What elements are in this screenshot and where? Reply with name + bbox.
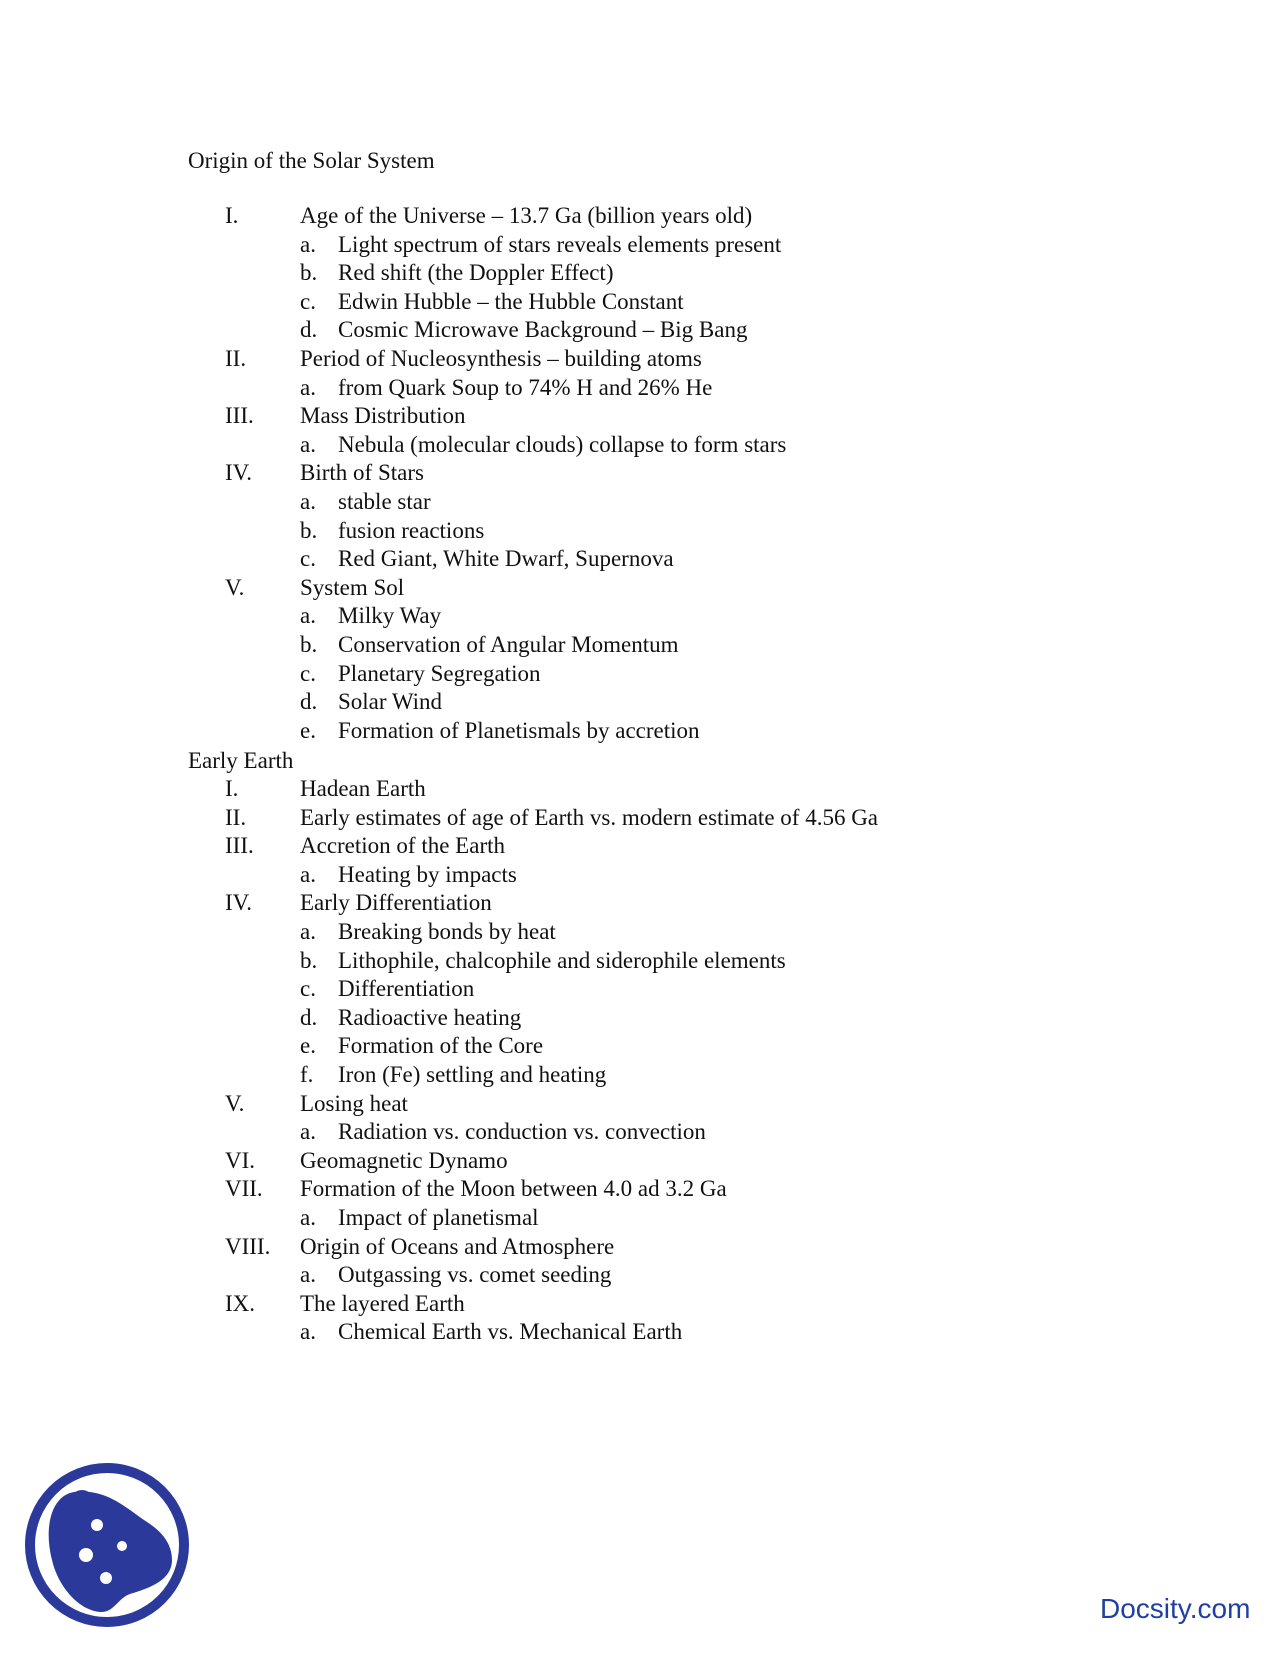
subitem-text: Edwin Hubble – the Hubble Constant (338, 289, 684, 314)
outline-item (0, 401, 1280, 430)
roman-numeral: III. (225, 833, 254, 858)
outline-subitem (0, 230, 1280, 259)
subitem-text: Planetary Segregation (338, 661, 541, 686)
outline-subitem (0, 544, 1280, 573)
subitem-letter: a. (300, 1319, 316, 1344)
outline-item-text: Early Differentiation (300, 890, 492, 915)
outline-item-text: Hadean Earth (300, 776, 426, 801)
outline-item-text: Age of the Universe – 13.7 Ga (billion years old) (300, 203, 753, 228)
subitem-text: Lithophile, chalcophile and siderophile elements (338, 948, 786, 973)
outline-item (0, 888, 1280, 917)
docsity-brand-link[interactable]: Docsity.com (1100, 1593, 1251, 1624)
subitem-letter: e. (300, 1033, 316, 1058)
subitem-letter: a. (300, 1262, 316, 1287)
subitem-letter: a. (300, 919, 316, 944)
outline-item (0, 458, 1280, 487)
outline-subitem (0, 687, 1280, 716)
outline-item-text: Accretion of the Earth (300, 833, 505, 858)
outline-item (0, 831, 1280, 860)
subitem-letter: d. (300, 317, 318, 342)
outline-subitem (0, 974, 1280, 1003)
outline-subitem (0, 860, 1280, 889)
subitem-text: Light spectrum of stars reveals elements present (338, 232, 782, 257)
subitem-text: Radiation vs. conduction vs. convection (338, 1119, 706, 1144)
subitem-text: Red Giant, White Dwarf, Supernova (338, 546, 674, 571)
outline-item-text: Formation of the Moon between 4.0 ad 3.2 Ga (300, 1176, 727, 1201)
outline-subitem (0, 659, 1280, 688)
subitem-letter: d. (300, 1005, 318, 1030)
outline-subitem (0, 287, 1280, 316)
roman-numeral: V. (225, 1091, 245, 1116)
subitem-text: Red shift (the Doppler Effect) (338, 260, 614, 285)
subitem-letter: d. (300, 689, 318, 714)
outline-subitem (0, 487, 1280, 516)
subitem-text: fusion reactions (338, 518, 485, 543)
outline-subitem (0, 258, 1280, 287)
roman-numeral: VI. (225, 1148, 256, 1173)
outline-subitem (0, 430, 1280, 459)
docsity-logo-icon (22, 1460, 192, 1630)
subitem-text: Chemical Earth vs. Mechanical Earth (338, 1319, 683, 1344)
outline-item (0, 344, 1280, 373)
outline-item (0, 803, 1280, 832)
outline-subitem (0, 946, 1280, 975)
subitem-text: Heating by impacts (338, 862, 517, 887)
outline-item-text: Early estimates of age of Earth vs. modern estimate of 4.56 Ga (300, 805, 879, 830)
section-title: Early Earth (188, 748, 294, 773)
subitem-letter: a. (300, 489, 316, 514)
outline-subitem (0, 1117, 1280, 1146)
subitem-letter: e. (300, 718, 316, 743)
subitem-letter: a. (300, 603, 316, 628)
subitem-letter: a. (300, 862, 316, 887)
roman-numeral: II. (225, 805, 247, 830)
subitem-text: from Quark Soup to 74% H and 26% He (338, 375, 713, 400)
subitem-letter: b. (300, 518, 318, 543)
outline-subitem (0, 1003, 1280, 1032)
subitem-letter: a. (300, 375, 316, 400)
roman-numeral: I. (225, 203, 239, 228)
subitem-letter: c. (300, 976, 316, 1001)
subitem-text: Nebula (molecular clouds) collapse to form stars (338, 432, 787, 457)
subitem-text: Radioactive heating (338, 1005, 522, 1030)
roman-numeral: II. (225, 346, 247, 371)
subitem-text: Formation of the Core (338, 1033, 544, 1058)
subitem-letter: f. (300, 1062, 314, 1087)
outline-subitem (0, 315, 1280, 344)
roman-numeral: VIII. (225, 1234, 271, 1259)
subitem-letter: b. (300, 632, 318, 657)
subitem-text: Formation of Planetismals by accretion (338, 718, 700, 743)
outline-item-text: Geomagnetic Dynamo (300, 1148, 508, 1173)
outline-item-text: Losing heat (300, 1091, 408, 1116)
roman-numeral: VII. (225, 1176, 263, 1201)
subitem-text: Outgassing vs. comet seeding (338, 1262, 612, 1287)
outline-item (0, 1289, 1280, 1318)
subitem-letter: c. (300, 289, 316, 314)
outline-subitem (0, 601, 1280, 630)
subitem-text: Differentiation (338, 976, 475, 1001)
outline-item (0, 1232, 1280, 1261)
outline-item (0, 573, 1280, 602)
roman-numeral: IV. (225, 460, 253, 485)
subitem-text: Breaking bonds by heat (338, 919, 556, 944)
subitem-letter: a. (300, 1205, 316, 1230)
roman-numeral: V. (225, 575, 245, 600)
section-title: Origin of the Solar System (188, 148, 435, 173)
subitem-letter: a. (300, 232, 316, 257)
roman-numeral: IV. (225, 890, 253, 915)
outline-item (0, 1174, 1280, 1203)
roman-numeral: IX. (225, 1291, 256, 1316)
subitem-text: Impact of planetismal (338, 1205, 539, 1230)
subitem-letter: c. (300, 546, 316, 571)
outline-subitem (0, 716, 1280, 745)
subitem-text: Cosmic Microwave Background – Big Bang (338, 317, 748, 342)
outline-subitem (0, 1060, 1280, 1089)
subitem-text: Iron (Fe) settling and heating (338, 1062, 607, 1087)
roman-numeral: III. (225, 403, 254, 428)
subitem-letter: c. (300, 661, 316, 686)
subitem-letter: b. (300, 260, 318, 285)
subitem-letter: a. (300, 432, 316, 457)
outline-item (0, 1146, 1280, 1175)
outline-item (0, 1089, 1280, 1118)
outline-subitem (0, 917, 1280, 946)
outline-item-text: Mass Distribution (300, 403, 466, 428)
outline-item-text: Origin of Oceans and Atmosphere (300, 1234, 615, 1259)
outline-subitem (0, 1317, 1280, 1346)
outline-subitem (0, 373, 1280, 402)
outline-subitem (0, 630, 1280, 659)
roman-numeral: I. (225, 776, 239, 801)
subitem-letter: a. (300, 1119, 316, 1144)
subitem-text: Milky Way (338, 603, 442, 628)
outline-item-text: System Sol (300, 575, 405, 600)
outline-item (0, 201, 1280, 230)
subitem-text: Conservation of Angular Momentum (338, 632, 679, 657)
outline-subitem (0, 1260, 1280, 1289)
outline-item-text: Birth of Stars (300, 460, 424, 485)
outline-subitem (0, 516, 1280, 545)
outline-item-text: Period of Nucleosynthesis – building atoms (300, 346, 702, 371)
subitem-text: stable star (338, 489, 431, 514)
outline-subitem (0, 1031, 1280, 1060)
outline-item-text: The layered Earth (300, 1291, 465, 1316)
outline-subitem (0, 1203, 1280, 1232)
subitem-letter: b. (300, 948, 318, 973)
outline-item (0, 774, 1280, 803)
subitem-text: Solar Wind (338, 689, 443, 714)
